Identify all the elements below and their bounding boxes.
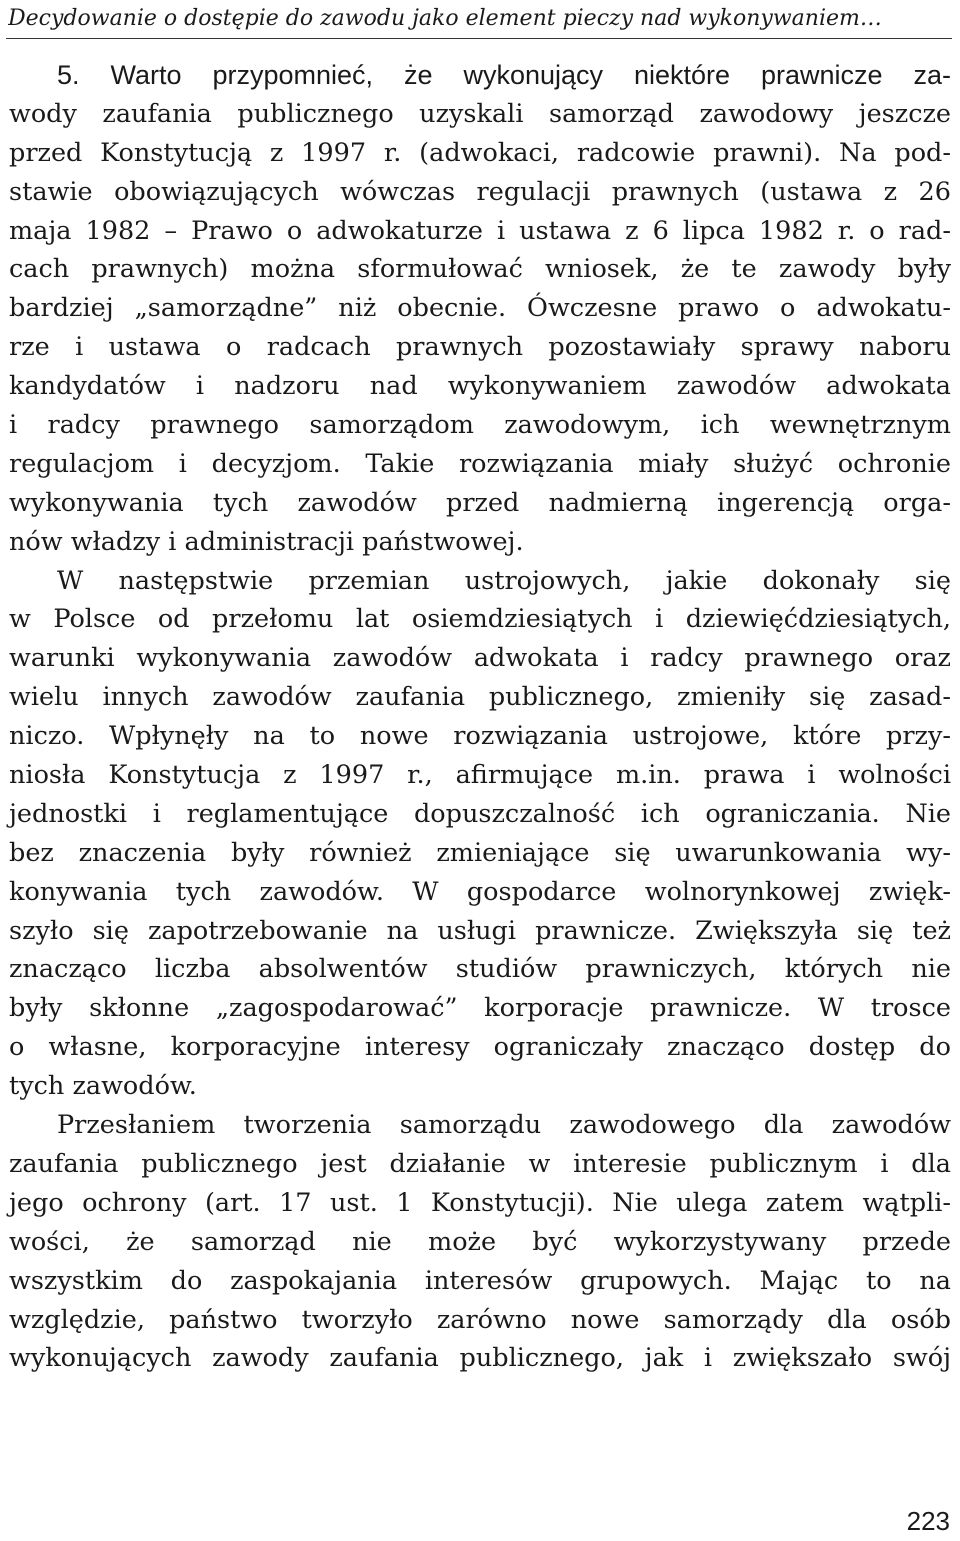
text-line: wykonywania tych zawodów przed nadmierną ingerencją orga- <box>9 487 951 518</box>
text-line: warunki wykonywania zawodów adwokata i radcy prawnego oraz <box>9 643 951 674</box>
text-line: wości, że samorząd nie może być wykorzystywany przede <box>9 1226 951 1257</box>
text-line: względzie, państwo tworzyło zarówno nowe samorządy dla osób <box>9 1304 951 1335</box>
text-line: przed Konstytucją z 1997 r. (adwokaci, radcowie prawni). Na pod- <box>9 137 951 168</box>
page-number: 223 <box>906 1506 950 1536</box>
text-line: Przesłaniem tworzenia samorządu zawodowego dla zawodów <box>57 1110 951 1141</box>
text-line: i radcy prawnego samorządom zawodowym, ich wewnętrznym <box>9 410 951 441</box>
paragraph-2 <box>9 562 951 1106</box>
text-line: wszystkim do zaspokajania interesów grupowych. Mając to na <box>9 1265 951 1296</box>
paragraph-3 <box>9 1106 951 1378</box>
text-line: niczo. Wpłynęły na to nowe rozwiązania ustrojowe, które przy- <box>9 721 951 752</box>
text-line: wielu innych zawodów zaufania publicznego, zmieniły się zasad- <box>9 682 951 713</box>
main-text <box>9 56 951 1378</box>
text-line: o własne, korporacyjne interesy ograniczały znacząco dostęp do <box>9 1032 951 1063</box>
text-line: regulacjom i decyzjom. Takie rozwiązania miały służyć ochronie <box>9 448 951 479</box>
text-line: niosła Konstytucja z 1997 r., afirmujące m.in. prawa i wolności <box>9 760 951 791</box>
text-line: zaufania publicznego jest działanie w interesie publicznym i dla <box>9 1148 951 1179</box>
text-line: konywania tych zawodów. W gospodarce wolnorynkowej zwięk- <box>9 876 951 907</box>
text-line: stawie obowiązujących wówczas regulacji prawnych (ustawa z 26 <box>9 176 951 207</box>
text-line: bez znaczenia były również zmieniające się uwarunkowania wy- <box>9 837 951 868</box>
text-line: znacząco liczba absolwentów studiów prawniczych, których nie <box>9 954 951 985</box>
text-line: jednostki i reglamentujące dopuszczalność ich ograniczania. Nie <box>9 798 951 829</box>
text-line: wykonujących zawody zaufania publicznego, jak i zwiększało swój <box>9 1343 951 1374</box>
text-line: w Polsce od przełomu lat osiemdziesiątych i dziewięćdziesiątych, <box>9 604 951 635</box>
text-line: rze i ustawa o radcach prawnych pozostawiały sprawy naboru <box>9 332 951 363</box>
header-rule <box>6 38 952 39</box>
text-line: tych zawodów. <box>9 1071 197 1102</box>
paragraph-1 <box>9 56 951 562</box>
text-line: szyło się zapotrzebowanie na usługi prawnicze. Zwiększyła się też <box>9 915 951 946</box>
text-line: bardziej „samorządne” niż obecnie. Ówczesne prawo o adwokatu- <box>9 293 951 324</box>
text-line: były skłonne „zagospodarować” korporacje prawnicze. W trosce <box>9 993 951 1024</box>
text-line: kandydatów i nadzoru nad wykonywaniem zawodów adwokata <box>9 371 951 402</box>
text-line: 5. Warto przypomnieć, że wykonujący niektóre prawnicze za- <box>57 60 951 90</box>
text-line: nów władzy i administracji państwowej. <box>9 526 524 557</box>
text-line: W następstwie przemian ustrojowych, jakie dokonały się <box>57 565 951 596</box>
text-line: cach prawnych) można sformułować wniosek, że te zawody były <box>9 254 951 285</box>
text-line: wody zaufania publicznego uzyskali samorząd zawodowy jeszcze <box>9 98 951 129</box>
text-line: maja 1982 – Prawo o adwokaturze i ustawa z 6 lipca 1982 r. o rad- <box>9 215 951 246</box>
running-header: Decydowanie o dostępie do zawodu jako element pieczy nad wykonywaniem… <box>8 6 882 31</box>
text-line: jego ochrony (art. 17 ust. 1 Konstytucji). Nie ulega zatem wątpli- <box>9 1187 951 1218</box>
